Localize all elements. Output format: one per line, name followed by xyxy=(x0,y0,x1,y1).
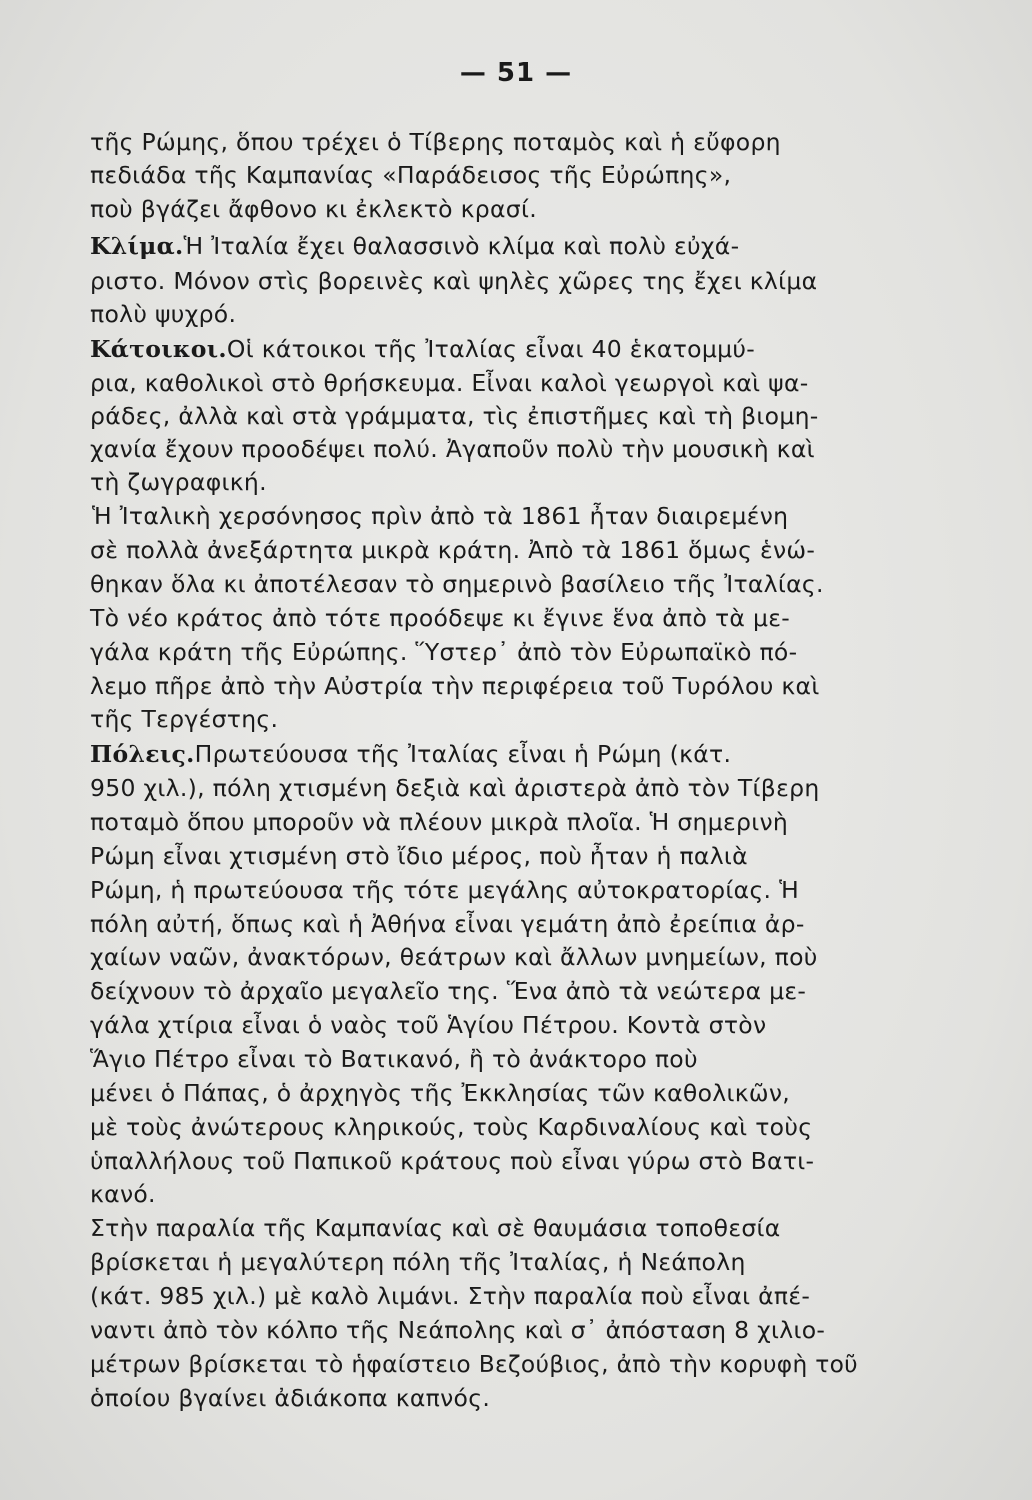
line-text: τῆς Ρώμης, ὅπου τρέχει ὁ Τίβερης ποταμὸς καὶ ἡ εὔφορη xyxy=(90,128,781,156)
line-text: ποὺ βγάζει ἄφθονο κι ἐκλεκτὸ κρασί. xyxy=(90,195,537,223)
text-line xyxy=(90,331,858,367)
line-text: ποταμὸ ὅπου μποροῦν νὰ πλέουν μικρὰ πλοῖα. Ἡ σημερινὴ xyxy=(90,808,789,836)
text-line xyxy=(90,701,858,737)
text-line xyxy=(90,600,858,636)
line-text: Ἡ Ἰταλία ἔχει θαλασσινὸ κλίμα καὶ πολὺ εὐχά- xyxy=(183,232,740,260)
line-text: (κάτ. 985 χιλ.) μὲ καλὸ λιμάνι. Στὴν παραλία ποὺ εἶναι ἀπέ- xyxy=(90,1282,811,1310)
text-line xyxy=(90,296,858,332)
line-text: πεδιάδα τῆς Καμπανίας «Παράδεισος τῆς Εὐρώπης», xyxy=(90,161,732,189)
line-text: ρια, καθολικοὶ στὸ θρήσκευμα. Εἶναι καλοὶ γεωργοὶ καὶ ψα- xyxy=(90,369,809,397)
text-line xyxy=(90,431,858,467)
text-line xyxy=(90,634,858,670)
line-text: τῆς Τεργέστης. xyxy=(90,705,279,733)
text-line xyxy=(90,1244,858,1280)
line-text: Στὴν παραλία τῆς Καμπανίας καὶ σὲ θαυμάσια τοποθεσία xyxy=(90,1214,781,1242)
text-line xyxy=(90,872,858,908)
text-line xyxy=(90,973,858,1009)
text-line xyxy=(90,263,858,299)
line-text: μὲ τοὺς ἀνώτερους κληρικούς, τοὺς Καρδιναλίους καὶ τοὺς xyxy=(90,1113,813,1141)
line-text: μέτρων βρίσκεται τὸ ἡφαίστειο Βεζούβιος, ἀπὸ τὴν κορυφὴ τοῦ xyxy=(90,1350,858,1378)
text-line xyxy=(90,838,858,874)
text-line xyxy=(90,532,858,568)
text-line xyxy=(90,736,858,772)
text-line xyxy=(90,157,858,193)
text-line xyxy=(90,498,858,534)
text-line xyxy=(90,1278,858,1314)
line-text: χαίων ναῶν, ἀνακτόρων, θεάτρων καὶ ἄλλων μνημείων, ποὺ xyxy=(90,943,818,971)
text-line xyxy=(90,1346,858,1382)
line-text: Τὸ νέο κράτος ἀπὸ τότε προόδεψε κι ἔγινε ἕνα ἀπὸ τὰ με- xyxy=(90,604,790,632)
line-text: λεμο πῆρε ἀπὸ τὴν Αὐστρία τὴν περιφέρεια τοῦ Τυρόλου καὶ xyxy=(90,672,820,700)
section-heading: Πόλεις. xyxy=(90,740,195,768)
text-line xyxy=(90,770,858,806)
line-text: Ρώμη, ἡ πρωτεύουσα τῆς τότε μεγάλης αὐτοκρατορίας. Ἡ xyxy=(90,876,800,904)
line-text: βρίσκεται ἡ μεγαλύτερη πόλη τῆς Ἰταλίας, ἡ Νεάπολη xyxy=(90,1248,746,1276)
line-text: Πρωτεύουσα τῆς Ἰταλίας εἶναι ἡ Ρώμη (κάτ. xyxy=(194,740,732,768)
line-text: Ἡ Ἰταλικὴ χερσόνησος πρὶν ἀπὸ τὰ 1861 ἦταν διαιρεμένη xyxy=(92,502,789,530)
section-heading: Κλίμα. xyxy=(90,232,184,260)
line-text: ὑπαλλήλους τοῦ Παπικοῦ κράτους ποὺ εἶναι γύρω στὸ Βατι- xyxy=(90,1147,815,1175)
text-line xyxy=(90,1007,858,1043)
text-line xyxy=(90,191,858,227)
line-text: Οἱ κάτοικοι τῆς Ἰταλίας εἶναι 40 ἑκατομμύ- xyxy=(226,335,756,363)
page-number: — 51 — xyxy=(459,58,573,88)
text-line xyxy=(90,1210,858,1246)
text-line xyxy=(90,1312,858,1348)
line-text: σὲ πολλὰ ἀνεξάρτητα μικρὰ κράτη. Ἀπὸ τὰ 1861 ὅμως ἑνώ- xyxy=(90,536,816,564)
text-line xyxy=(90,365,858,401)
line-text: κανό. xyxy=(90,1180,156,1208)
text-line xyxy=(90,804,858,840)
line-text: πολὺ ψυχρό. xyxy=(90,300,237,328)
text-line xyxy=(90,1176,858,1212)
text-line xyxy=(90,906,858,942)
text-line xyxy=(90,464,858,500)
text-line xyxy=(90,124,858,160)
text-line xyxy=(90,939,858,975)
text-line xyxy=(90,1075,858,1111)
text-line xyxy=(90,566,858,602)
section-heading: Κάτοικοι. xyxy=(90,335,227,363)
text-line xyxy=(90,1380,858,1416)
line-text: γάλα κράτη τῆς Εὐρώπης. Ὕστερ᾽ ἀπὸ τὸν Εὐρωπαϊκὸ πό- xyxy=(90,638,798,666)
line-text: 950 χιλ.), πόλη χτισμένη δεξιὰ καὶ ἀριστερὰ ἀπὸ τὸν Τίβερη xyxy=(90,774,820,802)
text-line xyxy=(90,668,858,704)
line-text: θηκαν ὅλα κι ἀποτέλεσαν τὸ σημερινὸ βασίλειο τῆς Ἰταλίας. xyxy=(90,570,824,598)
text-line xyxy=(90,1041,858,1077)
text-line xyxy=(90,228,858,264)
text-line xyxy=(90,1143,858,1179)
line-text: ριστο. Μόνον στὶς βορεινὲς καὶ ψηλὲς χῶρες της ἔχει κλίμα xyxy=(90,267,818,295)
line-text: ράδες, ἀλλὰ καὶ στὰ γράμματα, τὶς ἐπιστῆμες καὶ τὴ βιομη- xyxy=(90,402,819,430)
line-text: τὴ ζωγραφική. xyxy=(90,468,267,496)
line-text: δείχνουν τὸ ἀρχαῖο μεγαλεῖο της. Ἕνα ἀπὸ τὰ νεώτερα με- xyxy=(90,977,807,1005)
line-text: πόλη αὐτή, ὅπως καὶ ἡ Ἀθήνα εἶναι γεμάτη ἀπὸ ἐρείπια ἀρ- xyxy=(90,910,805,938)
line-text: μένει ὁ Πάπας, ὁ ἀρχηγὸς τῆς Ἐκκλησίας τῶν καθολικῶν, xyxy=(90,1079,791,1107)
text-line xyxy=(90,1109,858,1145)
line-text: χανία ἔχουν προοδέψει πολύ. Ἀγαποῦν πολὺ τὴν μουσικὴ καὶ xyxy=(90,435,815,463)
text-line xyxy=(90,398,858,434)
line-text: γάλα χτίρια εἶναι ὁ ναὸς τοῦ Ἁγίου Πέτρου. Κοντὰ στὸν xyxy=(90,1011,767,1039)
line-text: ὁποίου βγαίνει ἀδιάκοπα καπνός. xyxy=(90,1384,491,1412)
line-text: ναντι ἀπὸ τὸν κόλπο τῆς Νεάπολης καὶ σ᾽ ἀπόσταση 8 χιλιο- xyxy=(90,1316,826,1344)
line-text: Ρώμη εἶναι χτισμένη στὸ ἴδιο μέρος, ποὺ ἦταν ἡ παλιὰ xyxy=(90,842,748,870)
line-text: Ἅγιο Πέτρο εἶναι τὸ Βατικανό, ἢ τὸ ἀνάκτορο ποὺ xyxy=(90,1045,698,1073)
